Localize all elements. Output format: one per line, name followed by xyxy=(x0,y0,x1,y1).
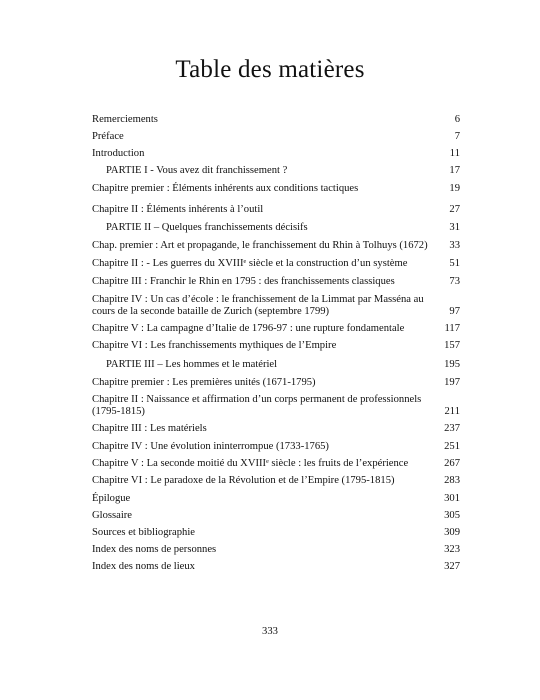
toc-entry xyxy=(92,148,460,160)
toc-entry-label: Chapitre premier : Éléments inhérents aux conditions tactiques xyxy=(92,183,359,194)
toc-entry-page: 7 xyxy=(454,131,460,142)
toc-entry-label: Chapitre II : - Les guerres du XVIIIᵉ siècle et la construction d’un système xyxy=(92,258,408,269)
toc-entry-page: 301 xyxy=(444,493,460,504)
toc-entry-label: Chapitre VI : Les franchissements mythiques de l’Empire xyxy=(92,340,337,351)
toc-entry xyxy=(92,340,460,352)
toc-entry-label: Chapitre premier : Les premières unités (1671-1795) xyxy=(92,377,316,388)
toc-entry-label: Index des noms de personnes xyxy=(92,544,217,555)
toc-entry xyxy=(92,544,460,556)
toc-entry xyxy=(92,423,460,435)
toc-entry-label: Index des noms de lieux xyxy=(92,561,195,572)
toc-entry-label: Sources et bibliographie xyxy=(92,527,195,538)
toc-entry xyxy=(92,183,460,195)
toc-entry xyxy=(92,204,460,216)
toc-entry xyxy=(92,458,460,470)
toc-entry xyxy=(92,510,460,522)
toc-entry-label: PARTIE II – Quelques franchissements décisifs xyxy=(106,222,308,233)
toc-entry xyxy=(92,475,460,487)
toc-entry-page: 211 xyxy=(444,406,460,417)
toc-entry xyxy=(92,240,460,252)
toc-entry xyxy=(92,394,460,418)
toc-entry xyxy=(92,441,460,453)
toc-entry-page: 237 xyxy=(444,423,460,434)
toc-entry-page: 33 xyxy=(449,240,460,251)
page-title: Table des matières xyxy=(175,56,365,83)
toc-entry-label: PARTIE III – Les hommes et le matériel xyxy=(106,359,278,370)
toc-entry-label: Chapitre V : La campagne d’Italie de 1796-97 : une rupture fondamentale xyxy=(92,323,405,334)
toc-entry-page: 27 xyxy=(449,204,460,215)
toc-entry-label: Glossaire xyxy=(92,510,133,521)
toc-entry-label: PARTIE I - Vous avez dit franchissement ? xyxy=(106,165,288,176)
toc-entry-page: 283 xyxy=(444,475,460,486)
toc-entry-page: 323 xyxy=(444,544,460,555)
page-number: 333 xyxy=(262,626,278,637)
toc-entry-label: Chapitre V : La seconde moitié du XVIIIᵉ siècle : les fruits de l’expérience xyxy=(92,458,409,469)
toc-entry xyxy=(92,359,460,371)
toc-entry xyxy=(92,222,460,234)
toc-entry-page: 305 xyxy=(444,510,460,521)
toc-entry-label: Chapitre II : Éléments inhérents à l’outil xyxy=(92,204,264,215)
toc-entry-page: 267 xyxy=(444,458,460,469)
toc-entry-page: 251 xyxy=(444,441,460,452)
toc-entry xyxy=(92,258,460,270)
toc-entry xyxy=(92,527,460,539)
toc-entry-page: 11 xyxy=(449,148,460,159)
toc-entry-page: 197 xyxy=(444,377,460,388)
toc-entry-page: 195 xyxy=(444,359,460,370)
toc-entry xyxy=(92,276,460,288)
toc-entry-page: 309 xyxy=(444,527,460,538)
toc-entry-page: 117 xyxy=(444,323,460,334)
toc-entry-page: 97 xyxy=(449,306,460,317)
toc-entry xyxy=(92,131,460,143)
toc-entry xyxy=(92,561,460,573)
toc-entry-label: Chapitre II : Naissance et affirmation d’un corps permanent de professionnels (1795-1815) xyxy=(92,394,422,417)
toc-entry xyxy=(92,114,460,126)
toc-entry-page: 19 xyxy=(449,183,460,194)
toc-entry xyxy=(92,294,460,318)
toc-entry xyxy=(92,165,460,177)
toc-entry-label: Chapitre IV : Une évolution ininterrompue (1733-1765) xyxy=(92,441,329,452)
toc-entry-page: 31 xyxy=(449,222,460,233)
toc-entry-page: 157 xyxy=(444,340,460,351)
toc-entry-page: 73 xyxy=(449,276,460,287)
toc-entry-label: Remerciements xyxy=(92,114,158,125)
toc-entry-label: Chapitre III : Les matériels xyxy=(92,423,207,434)
toc-entry-label: Chapitre IV : Un cas d’école : le franchissement de la Limmat par Masséna au cours de la seconde bataille de Zurich (septembre 1799) xyxy=(92,294,424,317)
table-of-contents xyxy=(92,114,460,573)
toc-entry xyxy=(92,493,460,505)
toc-entry-page: 51 xyxy=(449,258,460,269)
toc-entry-page: 17 xyxy=(449,165,460,176)
toc-entry xyxy=(92,377,460,389)
toc-entry-page: 327 xyxy=(444,561,460,572)
toc-entry-page: 6 xyxy=(454,114,460,125)
toc-entry-label: Préface xyxy=(92,131,124,142)
toc-entry xyxy=(92,323,460,335)
toc-entry-label: Chapitre VI : Le paradoxe de la Révolution et de l’Empire (1795-1815) xyxy=(92,475,395,486)
toc-entry-label: Épilogue xyxy=(92,493,131,504)
toc-entry-label: Chapitre III : Franchir le Rhin en 1795 : des franchissements classiques xyxy=(92,276,395,287)
toc-entry-label: Introduction xyxy=(92,148,145,159)
toc-entry-label: Chap. premier : Art et propagande, le franchissement du Rhin à Tolhuys (1672) xyxy=(92,240,428,251)
